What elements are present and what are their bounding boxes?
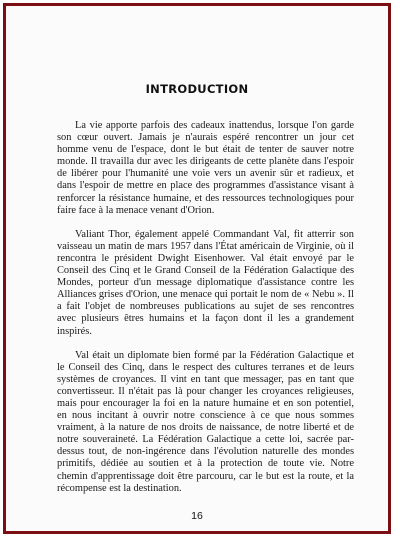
document-page: [6, 6, 388, 531]
page-number: 16: [191, 510, 203, 522]
paragraph-2: Valiant Thor, également appelé Commandant Val, fit atterrir son vaisseau un matin de mars 1957 dans l'État américain de Virginie, où il rencontra le président Dwight Eisenhower. Val était envoyé par le Conseil des Cinq et le Grand Conseil de la Fédération Galactique des Mondes, porteur d'un message diplomatique d'assistance contre les Alliances grises d'Orion, une menace qui portait le nom de « Nebu ». Il a fait l'objet de nombreuses publications au sujet de ses rencontres avec plusieurs êtres humains et la façon dont il les a grandement inspirés.: [57, 228, 354, 337]
paragraph-3: Val était un diplomate bien formé par la Fédération Galactique et le Conseil des Cinq, dans le respect des cultures terranes et de leurs systèmes de croyances. Il vint en tant que messager, pas en tant que convertisseur. Il n'était pas là pour changer les croyances religieuses, mais pour encourager la foi en la nature humaine et en son potentiel, en nous incitant à ouvrir notre conscience à ce que nous sommes vraiment, à la nature de nos droits de naissance, de notre liberté et de notre souveraineté. La Fédération Galactique a cette loi, sacrée par-dessus tout, de non-ingérence dans l'évolution naturelle des mondes primitifs, dédiée au soutien et à la protection de toute vie. Notre chemin d'apprentissage doit être parcouru, car le but est la route, et la récompense est la destination.: [57, 349, 354, 494]
page-border-frame: [3, 3, 391, 534]
chapter-title: INTRODUCTION: [145, 82, 249, 96]
paragraph-1: La vie apporte parfois des cadeaux inattendus, lorsque l'on garde son cœur ouvert. Jamais je n'aurais espéré rencontrer un jour cet homme venu de l'espace, dont le but était de tenter de sauver notre monde. Il travailla dur avec les dirigeants de cette planète dans l'espoir de libérer pour l'humanité une voie vers un avenir sûr et radieux, et dans l'espoir de mettre en place des programmes d'assistance visant à renforcer la résistance humaine, et des ressources technologiques pour faire face à la menace venant d'Orion.: [57, 120, 354, 216]
body-text: [57, 120, 354, 507]
